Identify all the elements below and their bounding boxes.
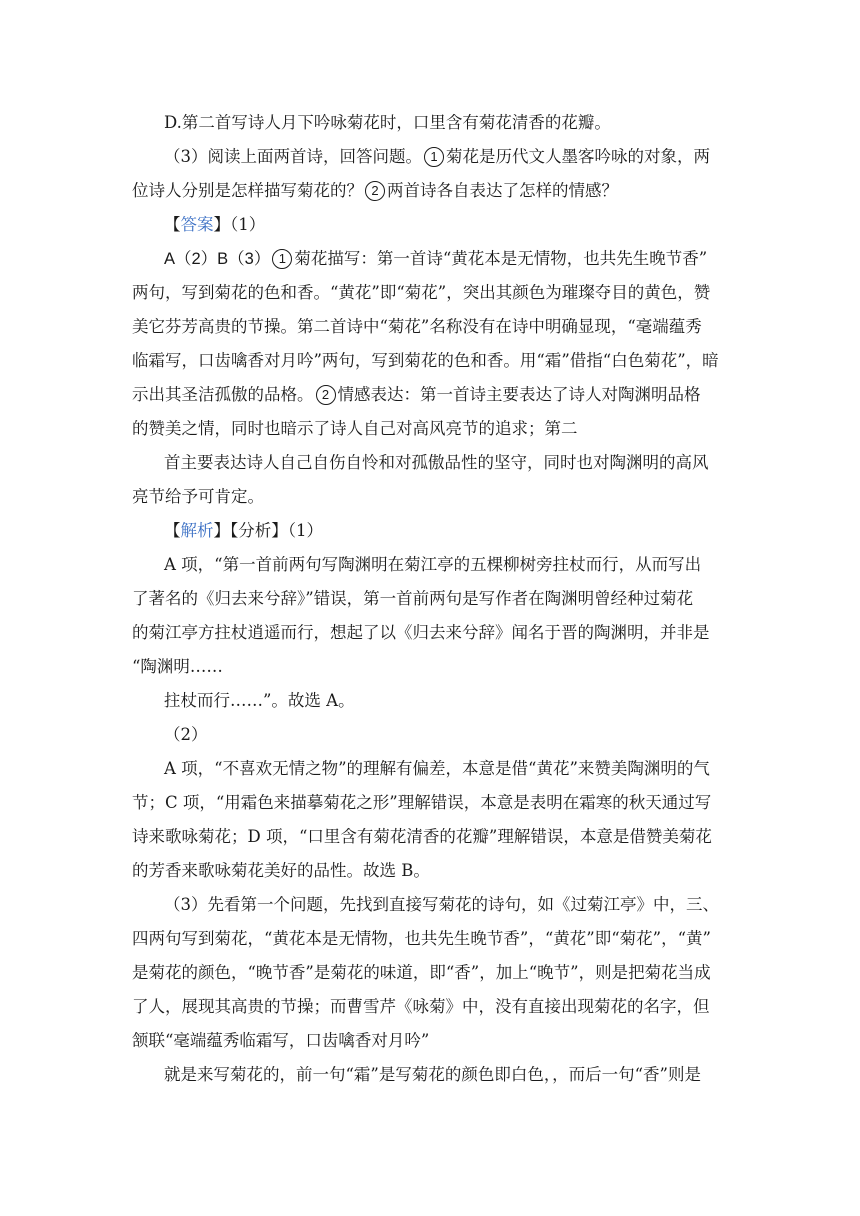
analysis-line-14 — [132, 1030, 429, 1052]
circled-number-1: 1 — [272, 249, 292, 269]
answer-line-4 — [132, 350, 719, 372]
answer-line-6 — [132, 418, 578, 440]
answer-line-1 — [164, 248, 707, 270]
bracket-open: 【 — [164, 215, 181, 234]
text-span: 颔联“毫端蕴秀临霜写，口齿噙香对月吟” — [132, 1031, 430, 1050]
analysis-line-12 — [132, 962, 711, 984]
text-span: 的菊江亭方拄杖逍遥而行，想起了以《归去来兮辞》闻名于晋的陶渊明，并非是 — [132, 623, 710, 642]
circled-number-2: 2 — [316, 385, 336, 405]
text-span: 了人，展现其高贵的节操；而曹雪芹《咏菊》中，没有直接出现菊花的名字，但 — [132, 997, 710, 1016]
text-span: A 项，“不喜欢无情之物”的理解有偏差，本意是借“黄花”来赞美陶渊明的气 — [164, 759, 710, 778]
text-span: 两句，写到菊花的色和香。“黄花”即“菊花”，突出其颜色为璀璨夺目的黄色，赞 — [132, 283, 711, 302]
text-span: A 项，“第一首前两句写陶渊明在菊江亭的五棵柳树旁拄杖而行，从而写出 — [164, 555, 702, 574]
answer-line-3 — [132, 316, 702, 338]
analysis-line-10 — [164, 894, 719, 916]
text-span: 四两句写到菊花，“黄花本是无情物，也共先生晚节香”，“黄花”即“菊花”，“黄” — [132, 929, 711, 948]
text-span: 】【分析】（1） — [213, 521, 323, 540]
text-span: 就是来写菊花的，前一句“霜”是写菊花的颜色即白色，，而后一句“香”则是 — [164, 1065, 701, 1084]
text-span: （3）阅读上面两首诗，回答问题。 — [164, 147, 422, 166]
text-span: 亮节给予可肯定。 — [132, 487, 264, 506]
text-span: 情感表达：第一首诗主要表达了诗人对陶渊明品格 — [337, 385, 701, 404]
analysis-line-6 — [164, 758, 710, 780]
analysis-line-8 — [132, 826, 712, 848]
text-span: 菊花是历代文人墨客吟咏的对象，两 — [446, 147, 710, 166]
answer-label: 答案 — [180, 215, 214, 234]
text-span: 是菊花的颜色，“晚节香”是菊花的味道，即“香”，加上“晚节”，则是把菊花当成 — [132, 963, 711, 982]
analysis-line-11 — [132, 928, 711, 950]
text-span: 拄杖而行……”。故选 A。 — [164, 691, 355, 710]
text-span: A（2）B（3） — [164, 250, 271, 268]
analysis-line-3 — [132, 622, 710, 644]
circled-number-1: 1 — [424, 147, 444, 167]
text-span: 临霜写，口齿噙香对月吟”两句，写到菊花的色和香。用“霜”借指“白色菊花”，暗 — [132, 351, 719, 370]
analysis-line-5 — [164, 690, 355, 712]
answer-heading — [164, 214, 265, 236]
analysis-heading — [164, 520, 323, 542]
text-span: 了著名的《归去来兮辞》”错误，第一首前两句是写作者在陶渊明曾经种过菊花 — [132, 589, 694, 608]
text-span: （3）先看第一个问题，先找到直接写菊花的诗句，如《过菊江亭》中，三、 — [164, 895, 719, 914]
analysis-part-2-heading — [164, 724, 208, 746]
answer-line-8 — [132, 486, 264, 508]
answer-line-7 — [164, 452, 709, 474]
text-span: 位诗人分别是怎样描写菊花的？ — [132, 181, 363, 200]
text-span: 两首诗各自表达了怎样的情感？ — [387, 181, 618, 200]
analysis-line-4 — [132, 656, 223, 678]
text-span: 示出其圣洁孤傲的品格。 — [132, 385, 314, 404]
question-3-line-2 — [132, 180, 618, 202]
text-span: 美它芬芳高贵的节操。第二首诗中“菊花”名称没有在诗中明确显现，“毫端蕴秀 — [132, 317, 702, 336]
analysis-line-15 — [164, 1064, 701, 1086]
analysis-line-2 — [132, 588, 693, 610]
text-span: 的芳香来歌咏菊花美好的品性。故选 B。 — [132, 861, 430, 880]
text-span: （2） — [164, 725, 208, 744]
text-span: “陶渊明…… — [132, 657, 223, 676]
option-d-line — [164, 112, 611, 134]
text-span: 首主要表达诗人自己自伤自怜和对孤傲品性的坚守，同时也对陶渊明的高风 — [164, 453, 709, 472]
text-span: 的赞美之情，同时也暗示了诗人自己对高风亮节的追求；第二 — [132, 419, 578, 438]
question-3-line — [164, 146, 710, 168]
analysis-line-13 — [132, 996, 710, 1018]
text-span: D.第二首写诗人月下吟咏菊花时，口里含有菊花清香的花瓣。 — [164, 113, 611, 132]
analysis-line-7 — [132, 792, 711, 814]
text-span: 菊花描写：第一首诗“黄花本是无情物，也共先生晚节香” — [294, 249, 708, 268]
bracket-open: 【 — [164, 521, 181, 540]
text-span: 】（1） — [213, 215, 266, 234]
analysis-label: 解析 — [180, 521, 214, 540]
answer-line-5 — [132, 384, 701, 406]
text-span: 诗来歌咏菊花；D 项，“口里含有菊花清香的花瓣”理解错误，本意是借赞美菊花 — [132, 827, 712, 846]
analysis-line-9 — [132, 860, 430, 882]
circled-number-2: 2 — [365, 181, 385, 201]
analysis-line-1 — [164, 554, 701, 576]
text-span: 节；C 项，“用霜色来描摹菊花之形”理解错误，本意是表明在霜寒的秋天通过写 — [132, 793, 712, 812]
answer-line-2 — [132, 282, 710, 304]
